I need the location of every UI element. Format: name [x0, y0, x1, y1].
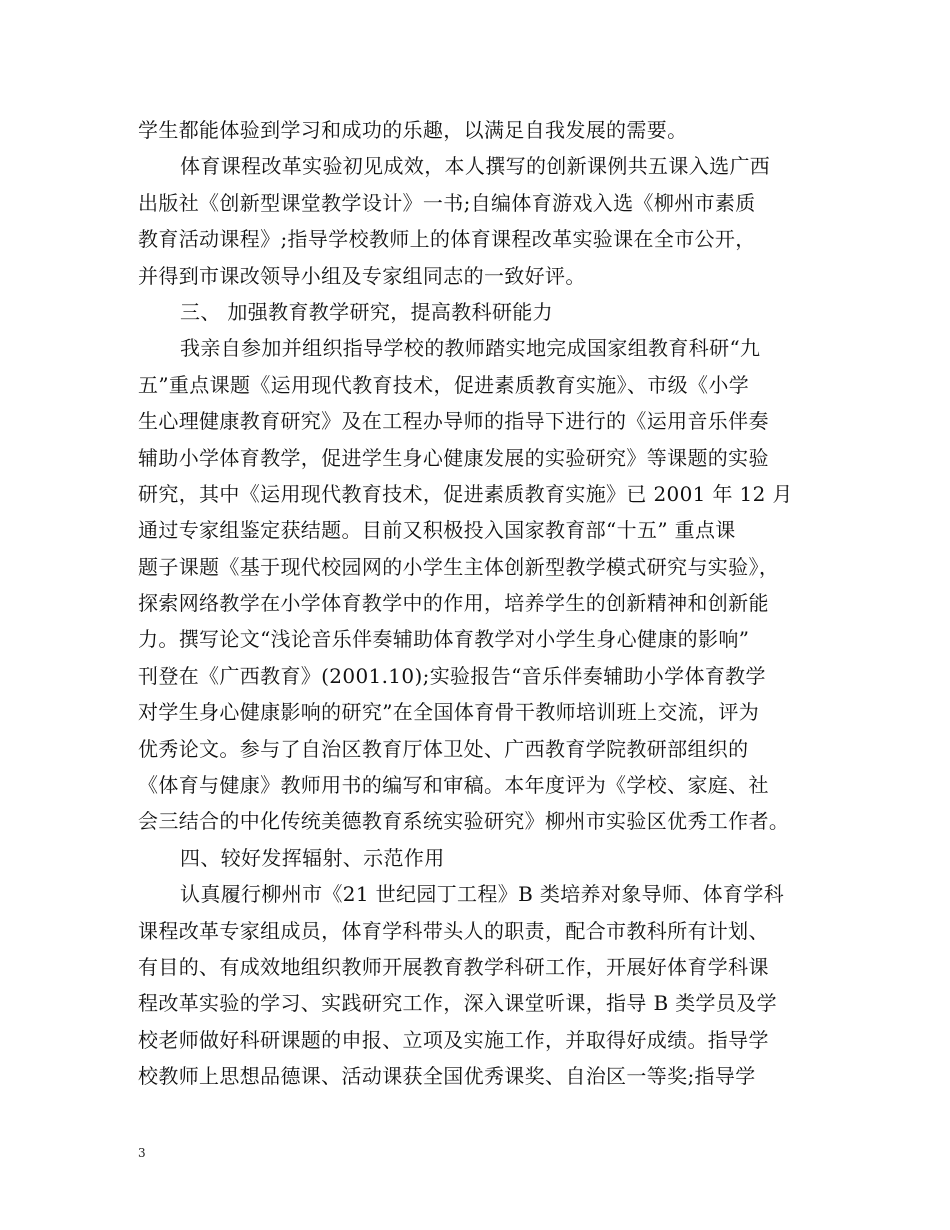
text-line: 认真履行柳州市《21 世纪园丁工程》B 类培养对象导师、体育学科 [180, 882, 785, 907]
text-line: 我亲自参加并组织指导学校的教师踏实地完成国家组教育科研“九 [180, 336, 761, 361]
text-line: 三、 加强教育教学研究，提高教科研能力 [180, 299, 554, 324]
text-line: 出版社《创新型课堂教学设计》一书;自编体育游戏入选《柳州市素质 [138, 190, 756, 215]
text-line: 体育课程改革实验初见成效，本人撰写的创新课例共五课入选广西 [180, 154, 771, 179]
text-line: 《体育与健康》教师用书的编写和审稿。本年度评为《学校、家庭、社 [138, 773, 769, 798]
text-line: 辅助小学体育教学，促进学生身心健康发展的实验研究》等课题的实验 [138, 445, 769, 470]
page-number: 3 [138, 1146, 146, 1160]
text-line: 四、较好发挥辐射、示范作用 [180, 845, 445, 870]
text-line: 学生都能体验到学习和成功的乐趣，以满足自我发展的需要。 [138, 118, 688, 142]
text-line: 探索网络教学在小学体育教学中的作用，培养学生的创新精神和创新能 [138, 591, 769, 616]
text-line: 生心理健康教育研究》及在工程办导师的指导下进行的《运用音乐伴奏 [138, 409, 769, 434]
text-line: 校老师做好科研课题的申报、立项及实施工作，并取得好成绩。指导学 [138, 1027, 769, 1052]
text-line: 对学生身心健康影响的研究”在全国体育骨干教师培训班上交流，评为 [138, 700, 760, 725]
text-line: 有目的、有成效地组织教师开展教育教学科研工作，开展好体育学科课 [138, 954, 769, 979]
text-line: 五”重点课题《运用现代教育技术，促进素质教育实施》、市级《小学 [138, 372, 750, 397]
text-line: 教育活动课程》;指导学校教师上的体育课程改革实验课在全市公开， [138, 227, 756, 252]
text-line: 课程改革专家组成员，体育学科带头人的职责，配合市教科所有计划、 [138, 918, 769, 943]
text-line: 校教师上思想品德课、活动课获全国优秀课奖、自治区一等奖;指导学 [138, 1064, 756, 1089]
text-line: 并得到市课改领导小组及专家组同志的一致好评。 [138, 263, 586, 288]
text-line: 题子课题《基于现代校园网的小学生主体创新型教学模式研究与实验》， [138, 554, 780, 579]
text-line: 会三结合的中化传统美德教育系统实验研究》柳州市实验区优秀工作者。 [138, 809, 790, 834]
text-line: 优秀论文。参与了自治区教育厅体卫处、广西教育学院教研部组织的 [138, 736, 749, 761]
text-line: 刊登在《广西教育》(2001.10);实验报告“音乐伴奏辅助小学体育教学 [138, 663, 766, 688]
text-line: 通过专家组鉴定获结题。目前又积极投入国家教育部“十五” 重点课 [138, 518, 736, 543]
text-line: 程改革实验的学习、实践研究工作，深入课堂听课，指导 B 类学员及学 [138, 991, 777, 1016]
document-body [138, 112, 828, 1095]
text-line: 力。撰写论文“浅论音乐伴奏辅助体育教学对小学生身心健康的影响” [138, 627, 750, 652]
text-line: 研究，其中《运用现代教育技术，促进素质教育实施》已 2001 年 12 月 [138, 481, 793, 506]
